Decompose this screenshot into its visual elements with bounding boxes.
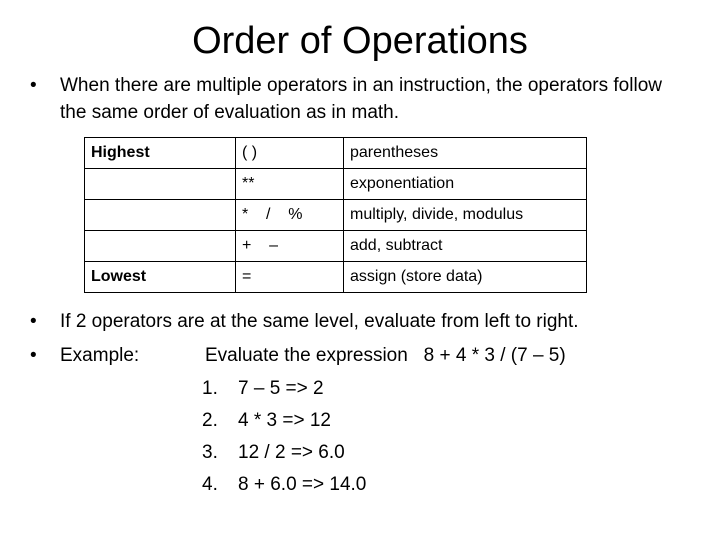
description-cell: exponentiation: [344, 169, 587, 200]
description-cell: parentheses: [344, 138, 587, 169]
list-item: [202, 469, 366, 501]
operators-cell: **: [236, 169, 344, 200]
table-row: [85, 231, 587, 262]
description-cell: assign (store data): [344, 262, 587, 293]
operators-cell: ( ): [236, 138, 344, 169]
table-row: [85, 262, 587, 293]
step-text: 12 / 2 => 6.0: [238, 442, 345, 463]
table-row: [85, 200, 587, 231]
description-cell: multiply, divide, modulus: [344, 200, 587, 231]
operators-cell: * / %: [236, 200, 344, 231]
precedence-table: [84, 137, 587, 293]
list-item: [202, 405, 366, 437]
step-text: 4 * 3 => 12: [238, 410, 331, 431]
operators-cell: + –: [236, 231, 344, 262]
level-cell: [85, 169, 236, 200]
level-cell: [85, 200, 236, 231]
operators-cell: =: [236, 262, 344, 293]
intro-bullet: [30, 72, 680, 126]
level-cell: Lowest: [85, 262, 236, 293]
slide-title: Order of Operations: [192, 20, 528, 62]
list-item: [202, 437, 366, 469]
same-level-bullet: [30, 308, 710, 335]
level-cell: Highest: [85, 138, 236, 169]
level-cell: [85, 231, 236, 262]
step-number: 3.: [202, 442, 218, 463]
table-row: [85, 138, 587, 169]
intro-text: When there are multiple operators in an instruction, the operators follow the same order of evaluation as in math.: [60, 75, 662, 123]
example-label: Example:: [60, 345, 140, 366]
step-number: 1.: [202, 378, 218, 399]
step-number: 4.: [202, 474, 218, 495]
example-bullet: [30, 342, 710, 369]
table-row: [85, 169, 587, 200]
same-level-text: If 2 operators are at the same level, evaluate from left to right.: [60, 311, 579, 332]
bullet-icon: •: [30, 345, 37, 366]
example-expression: Evaluate the expression 8 + 4 * 3 / (7 – 5): [205, 345, 566, 366]
step-number: 2.: [202, 410, 218, 431]
description-cell: add, subtract: [344, 231, 587, 262]
step-text: 8 + 6.0 => 14.0: [238, 474, 367, 495]
bullet-icon: •: [30, 75, 37, 96]
step-text: 7 – 5 => 2: [238, 378, 324, 399]
example-steps: [202, 373, 366, 501]
list-item: [202, 373, 366, 405]
bullet-icon: •: [30, 311, 37, 332]
